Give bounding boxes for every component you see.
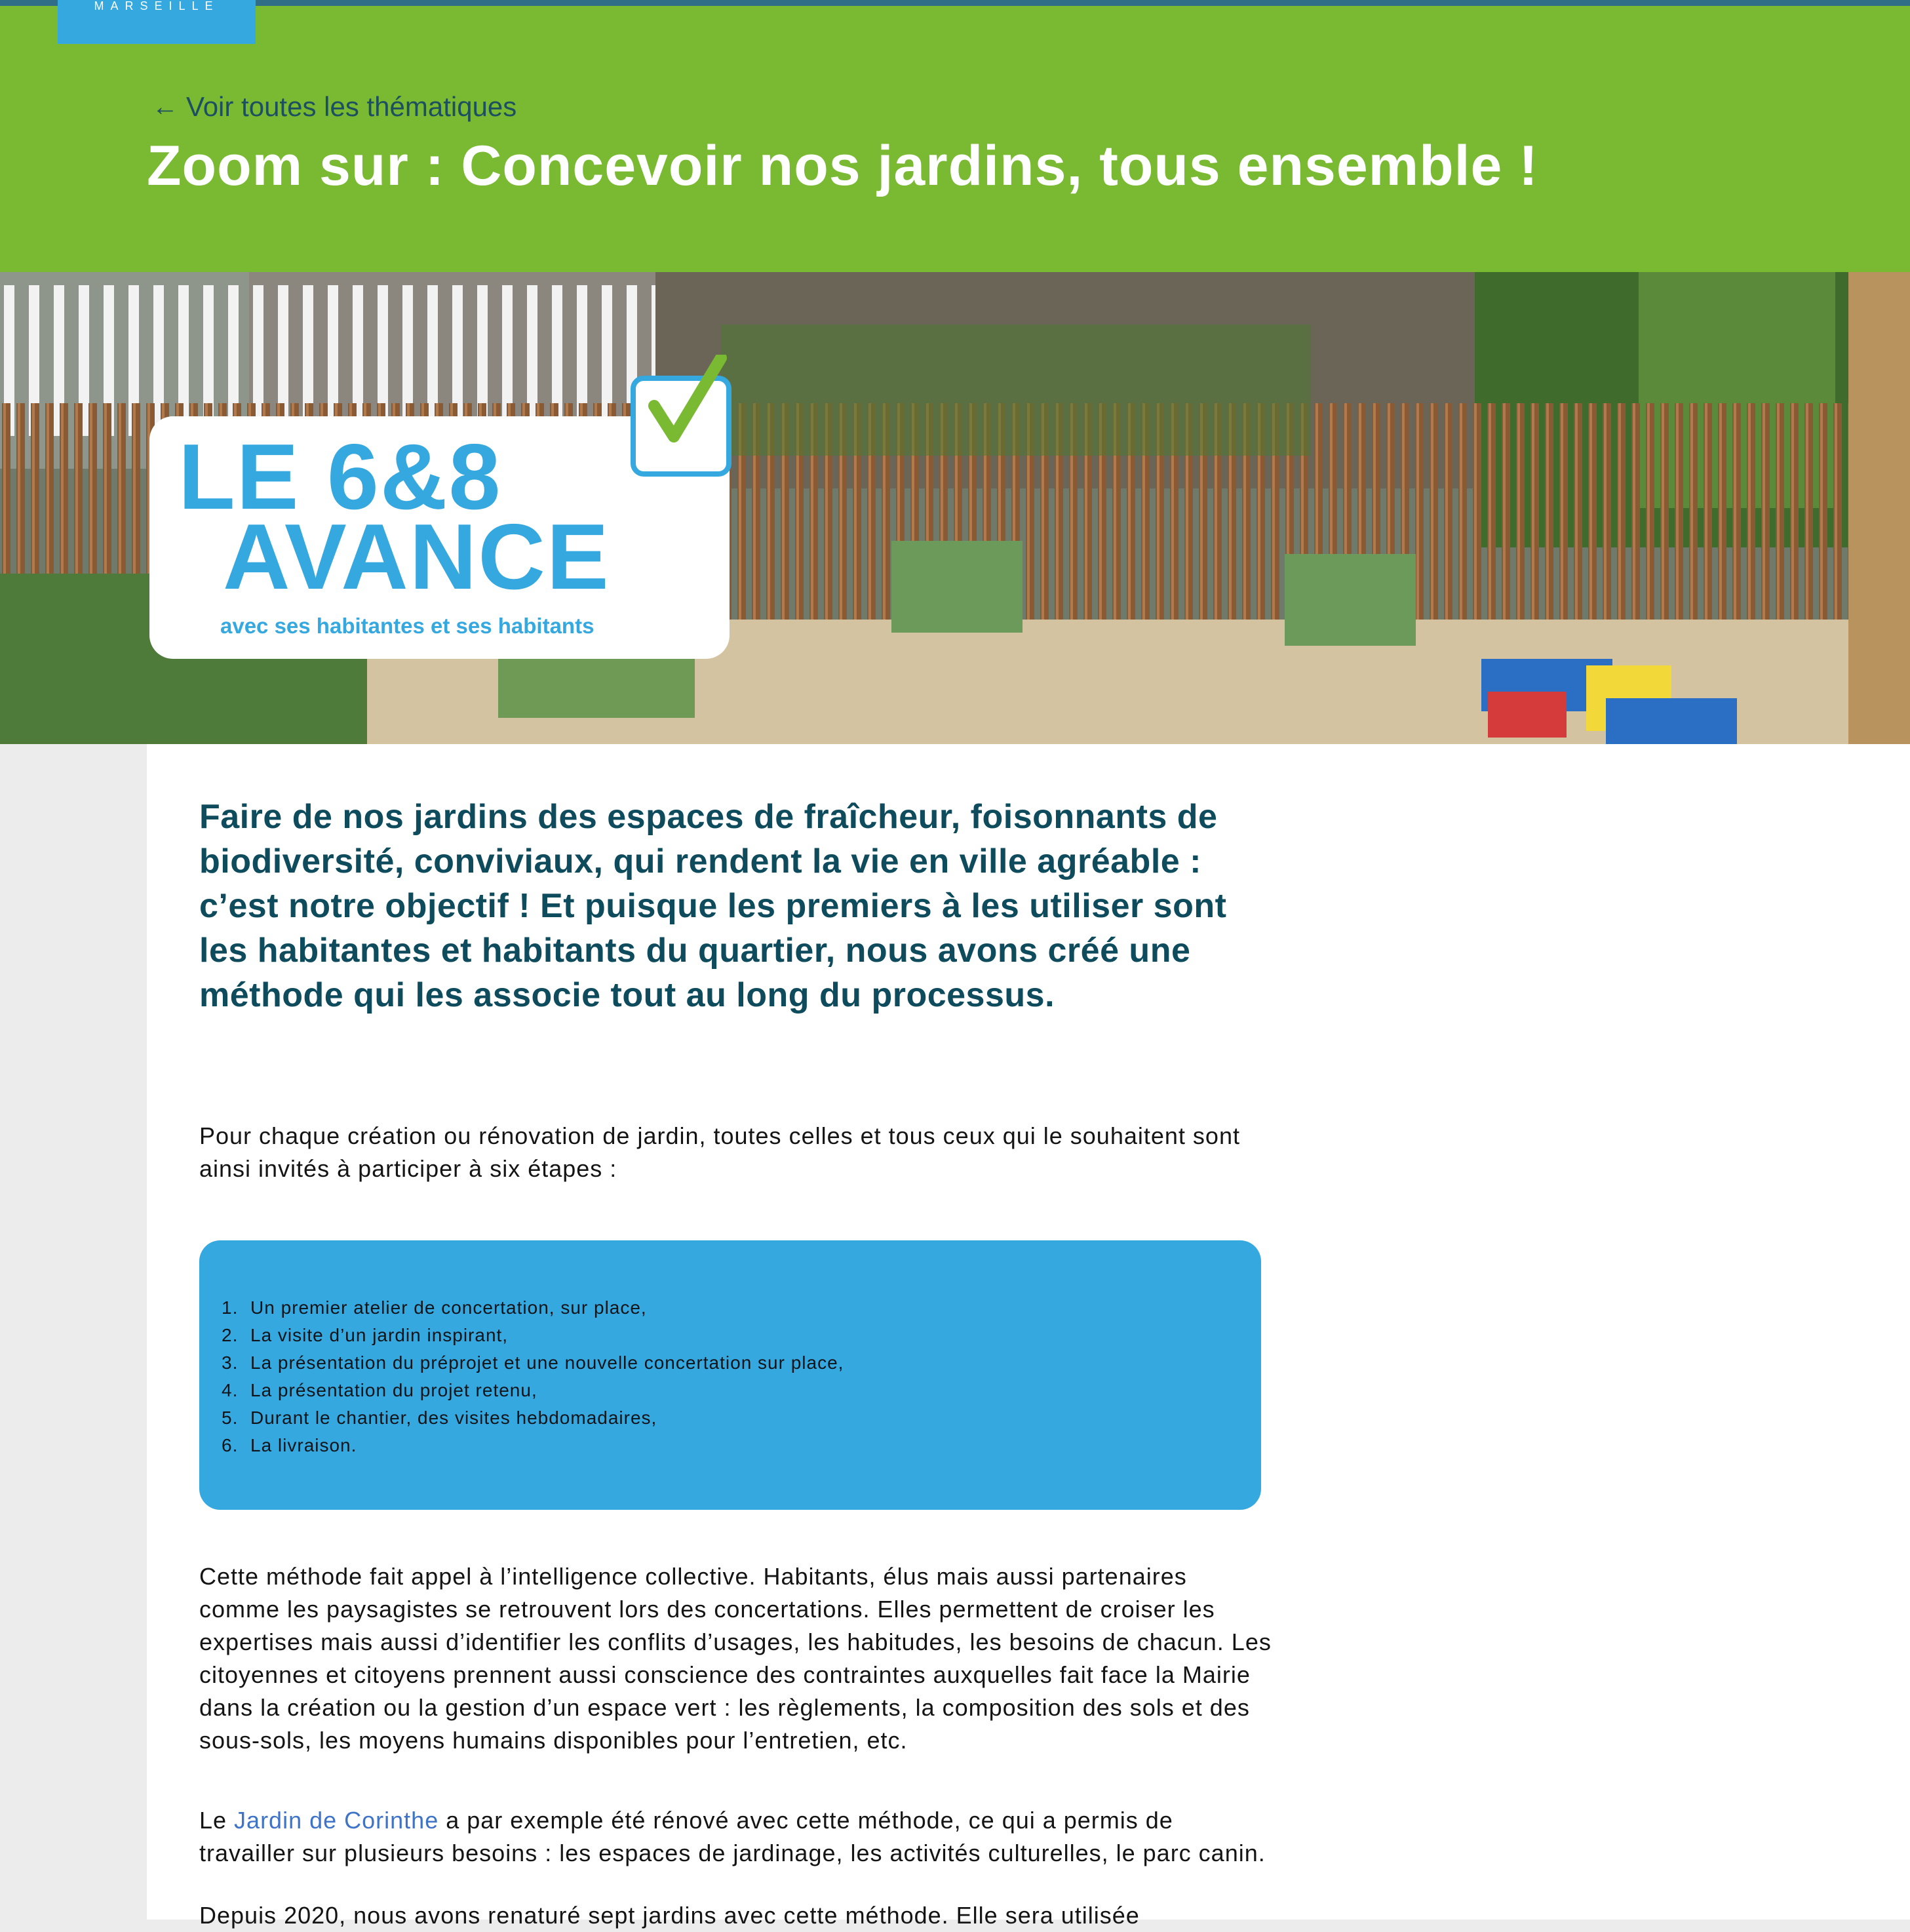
steps-box — [199, 1240, 1261, 1510]
article-intro: Faire de nos jardins des espaces de fraîcheur, foisonnants de biodiversité, conviviaux, qui rendent la vie en ville agréable : c’est notre objectif ! Et puisque les premiers à les utiliser sont les habitantes et habitants du quartier, nous avons créé une méthode qui les associe tout au long du processus. — [199, 798, 1227, 1014]
back-to-themes-link[interactable] — [152, 91, 516, 123]
logo-text: MARSEILLE — [94, 0, 220, 12]
paragraph-since-2020: Depuis 2020, nous avons renaturé sept jardins avec cette méthode. Elle sera utilisée — [199, 1902, 1140, 1929]
page-header — [0, 6, 1910, 272]
badge-line-2: AVANCE — [223, 505, 610, 609]
badge-line-1: LE 6&8 — [178, 425, 502, 529]
checkmark-icon — [631, 376, 731, 477]
badge-line-3: avec ses habitantes et ses habitants — [220, 614, 594, 638]
list-item: 6. La livraison. — [222, 1435, 357, 1455]
arrow-left-icon: ← — [152, 92, 178, 121]
jardin-de-corinthe-link[interactable]: Jardin de Corinthe — [234, 1807, 439, 1834]
article-content — [147, 744, 1910, 1929]
paragraph-steps-intro: Pour chaque création ou rénovation de jardin, toutes celles et tous ceux qui le souhaitent sont ainsi invités à participer à six étapes : — [199, 1122, 1240, 1182]
page-title: Zoom sur : Concevoir nos jardins, tous ensemble ! — [147, 134, 1538, 197]
list-item: 2. La visite d’un jardin inspirant, — [222, 1325, 509, 1345]
garden-banner-image — [0, 272, 1910, 744]
list-item: 5. Durant le chantier, des visites hebdomadaires, — [222, 1408, 657, 1428]
paragraph-corinthe: Le Jardin de Corinthe a par exemple été rénové avec cette méthode, ce qui a permis de travailler sur plusieurs besoins : les espaces de jardinage, les activités culturelles, le parc canin. — [199, 1807, 1266, 1866]
list-item: 1. Un premier atelier de concertation, sur place, — [222, 1297, 647, 1318]
paragraph-collective-intelligence: Cette méthode fait appel à l’intelligence collective. Habitants, élus mais aussi partenaires comme les paysagistes se retrouvent lors des concertations. Elles permettent de croiser les expertises mais aussi d’identifier les conflits d’usages, les habitudes, les besoins de chacun. Les citoyennes et citoyens prennent aussi conscience des contraintes auxquelles fait face la Mairie dans la création ou la gestion d’un espace vert : les règlements, la composition des sols et des sous-sols, les moyens humains disponibles pour l’entretien, etc. — [199, 1563, 1272, 1754]
back-link-label: Voir toutes les thématiques — [186, 91, 517, 122]
list-item: 4. La présentation du projet retenu, — [222, 1380, 537, 1400]
site-logo[interactable] — [58, 0, 256, 44]
list-item: 3. La présentation du préprojet et une nouvelle concertation sur place, — [222, 1352, 844, 1373]
top-strip — [0, 0, 1910, 6]
steps-list — [222, 1294, 844, 1459]
